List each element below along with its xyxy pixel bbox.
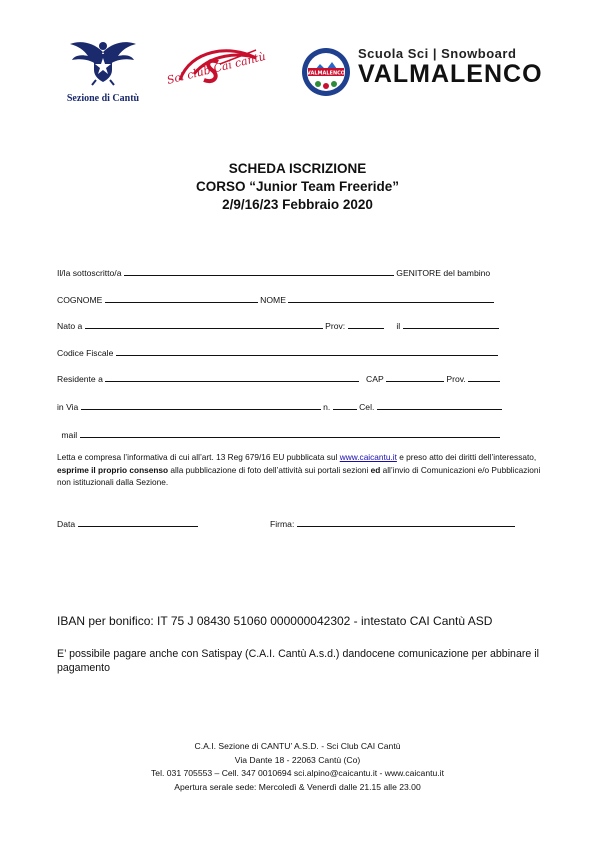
ski-club-swoosh-icon [160, 40, 272, 100]
via-label: in Via [57, 402, 79, 412]
prov-label: Prov: [325, 321, 346, 331]
cel-label: Cel. [359, 402, 375, 412]
cai-section-caption: Sezione di Cantù [66, 93, 140, 104]
privacy-text-1: Letta e compresa l’informativa di cui all’art. 13 Reg 679/16 EU pubblicata sul [57, 452, 340, 462]
luogo-nascita-field[interactable] [85, 319, 323, 329]
satispay-text: E’ possibile pagare anche con Satispay (C.A.I. Cantù A.s.d.) dandocene comunicazione per abbinare il pagamento [57, 648, 539, 674]
mail-field[interactable] [80, 428, 500, 438]
footer-line-2: Via Dante 18 - 22063 Cantù (Co) [234, 754, 361, 765]
privacy-ed-bold: ed [370, 464, 381, 475]
prov2-label: Prov. [446, 374, 466, 384]
cognome-field[interactable] [105, 293, 258, 303]
row-cognome-nome [57, 293, 494, 305]
genitore-label: GENITORE del bambino [396, 268, 491, 278]
prov-nascita-field[interactable] [348, 319, 384, 329]
eagle-star-emblem-icon [68, 34, 138, 86]
sottoscritto-label: Il/la sottoscritto/a [57, 268, 122, 278]
row-nascita [57, 319, 499, 331]
nome-field[interactable] [288, 293, 494, 303]
numero-label: n. [323, 402, 331, 412]
sci-club-logo [160, 40, 272, 100]
row-via [57, 400, 502, 412]
badge-text: VALMALENCO [306, 70, 346, 77]
sottoscritto-field[interactable] [124, 266, 394, 276]
row-firma [270, 517, 515, 529]
residenza-field[interactable] [105, 372, 359, 382]
privacy-text-4: all’invio di Comunicazioni e/o Pubblicazioni non istituzionali dalla Sezione. [57, 464, 541, 487]
numero-civico-field[interactable] [333, 400, 357, 410]
privacy-text-2: e preso atto dei diritti dell’interessato, [396, 452, 537, 462]
privacy-consent-text [57, 451, 541, 489]
title-line-2: CORSO “Junior Team Freeride” [195, 179, 400, 194]
row-mail [57, 428, 500, 440]
nome-label: NOME [260, 295, 286, 305]
school-name: VALMALENCO [358, 60, 543, 88]
cap-field[interactable] [386, 372, 444, 382]
cellulare-field[interactable] [377, 400, 502, 410]
data-label: Data [57, 519, 76, 529]
data-nascita-field[interactable] [403, 319, 499, 329]
iban-text: IBAN per bonifico: IT 75 J 08430 51060 000000042302 - intestato CAI Cantù ASD [57, 614, 493, 628]
footer-contacts [0, 740, 595, 794]
prov-residenza-field[interactable] [468, 372, 500, 382]
title-line-1: SCHEDA ISCRIZIONE [228, 161, 367, 176]
document-title [0, 160, 595, 214]
row-residenza [57, 372, 500, 384]
firma-label: Firma: [270, 519, 295, 529]
privacy-text-3: alla pubblicazione di foto dell’attività sui portali sezioni [168, 464, 371, 475]
cai-logo [63, 34, 143, 104]
row-codice-fiscale [57, 346, 498, 358]
firma-field[interactable] [297, 517, 515, 527]
nato-label: Nato a [57, 321, 83, 331]
via-field[interactable] [81, 400, 321, 410]
codice-fiscale-field[interactable] [116, 346, 498, 356]
row-sottoscritto [57, 266, 490, 278]
school-subtitle: Scuola Sci | Snowboard [358, 46, 517, 61]
privacy-consent-bold: esprime il proprio consenso [57, 464, 169, 475]
title-line-3: 2/9/16/23 Febbraio 2020 [222, 197, 373, 212]
footer-line-4: Apertura serale sede: Mercoledì & Venerdì dalle 21.15 alle 23.00 [174, 781, 421, 792]
cognome-label: COGNOME [57, 295, 103, 305]
sci-club-logo-text: Sci club Cai cantù [165, 49, 268, 87]
data-field[interactable] [78, 517, 198, 527]
residente-label: Residente a [57, 374, 103, 384]
footer-line-3: Tel. 031 705553 – Cell. 347 0010694 sci.alpino@caicantu.it - www.caicantu.it [151, 768, 444, 778]
il-label: il [396, 321, 401, 331]
valmalenco-badge-icon [300, 46, 352, 98]
mail-label: mail [61, 430, 78, 440]
valmalenco-school-logo [300, 44, 545, 100]
codice-fiscale-label: Codice Fiscale [57, 348, 114, 358]
cap-label: CAP [366, 374, 384, 384]
footer-line-1: C.A.I. Sezione di CANTU’ A.S.D. - Sci Club CAI Cantù [194, 741, 401, 751]
row-data [57, 517, 198, 529]
caicantu-link[interactable]: www.caicantu.it [339, 452, 397, 462]
